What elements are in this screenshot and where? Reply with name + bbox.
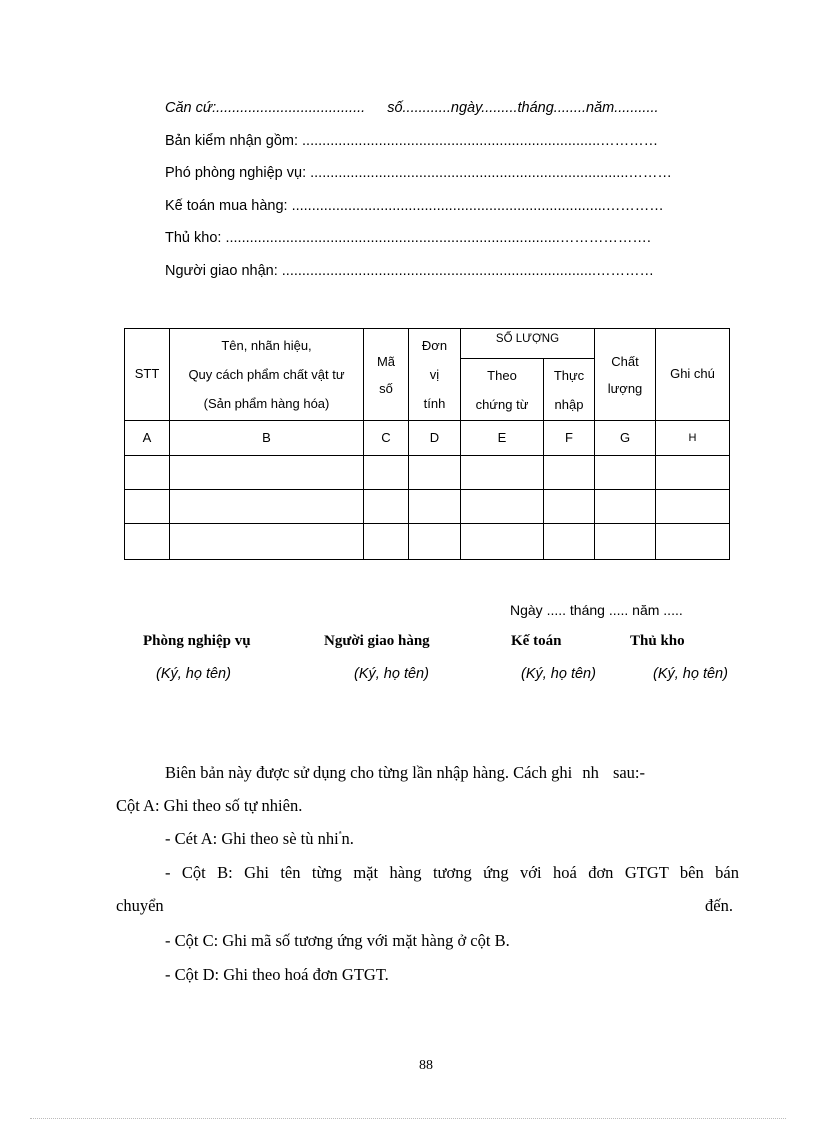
table-cell [595, 524, 656, 560]
table-cell [656, 490, 730, 524]
field-pho-phong: Phó phòng nghiệp vụ: ...............................................................................……… [165, 165, 672, 181]
header-ten-line1: Tên, nhãn hiệu, [221, 338, 312, 353]
body-p1-sau: sau:- [612, 763, 646, 782]
sig-title-thu-kho: Thủ kho [630, 633, 685, 649]
table-cell [544, 456, 595, 490]
table-cell [125, 456, 170, 490]
table-cell [409, 524, 461, 560]
table-cell [544, 490, 595, 524]
table-cell [461, 524, 544, 560]
header-ma-so [364, 329, 409, 421]
header-theo-chung-tu [461, 359, 544, 421]
field-ban-kiem-nhan: Bản kiểm nhận gồm: ..........................................................................………… [165, 133, 659, 149]
table-cell [656, 524, 730, 560]
table-cell [170, 490, 364, 524]
header-don-vi-line3: tính [423, 396, 446, 411]
table-cell [409, 456, 461, 490]
body-paragraph-3 [165, 829, 354, 849]
body-paragraph-6: - Cột C: Ghi mã số tương ứng với mặt hàng ở cột B. [165, 931, 510, 950]
table-cell [364, 456, 409, 490]
header-ma-so-line1: Mã [376, 353, 396, 369]
header-thuc-nhap [544, 359, 595, 421]
body-paragraph-5-right: đến. [705, 896, 733, 915]
sig-sub-3: (Ký, họ tên) [521, 666, 596, 682]
can-cu-line [165, 100, 659, 116]
header-ma-so-line2: số [379, 380, 393, 396]
signature-date: Ngày ..... tháng ..... năm ..... [510, 602, 683, 618]
body-p1-text: Biên bản này được sử dụng cho từng lần nhập hàng. Cách ghi [165, 763, 573, 782]
so-ngay-label: số............ngày.........tháng........năm........... [387, 100, 659, 116]
can-cu-label: Căn cứ:..................................... [165, 100, 366, 116]
table-cell [595, 456, 656, 490]
footer-divider [30, 1118, 786, 1119]
table-cell [409, 490, 461, 524]
table-cell [461, 456, 544, 490]
sig-sub-2: (Ký, họ tên) [354, 666, 429, 682]
body-p3-sup: ª [338, 829, 342, 841]
letter-c: C [364, 421, 409, 456]
sig-sub-4: (Ký, họ tên) [653, 666, 728, 682]
letter-g: G [595, 421, 656, 456]
letter-f: F [544, 421, 595, 456]
field-nguoi-giao-nhan: Người giao nhận: ..............................................................................………… [165, 263, 654, 279]
header-chat-luong [595, 329, 656, 421]
header-theo-line2: chứng từ [475, 396, 529, 412]
table-row [125, 456, 730, 490]
header-so-luong: SỐ LƯỢNG [461, 329, 595, 359]
body-paragraph-2: Cột A: Ghi theo số tự nhiên. [116, 796, 303, 815]
body-p1-nh: nh [582, 763, 599, 782]
table-cell [656, 456, 730, 490]
table-row [125, 490, 730, 524]
sig-title-phong-nghiep-vu: Phòng nghiệp vụ [143, 633, 251, 649]
header-thuc-line2: nhập [554, 396, 584, 412]
table-cell [170, 456, 364, 490]
header-ten-line2: Quy cách phẩm chất vật tư [188, 367, 345, 382]
letter-a: A [125, 421, 170, 456]
body-p3-text: - Cét A: Ghi theo sè tù nhi [165, 829, 339, 848]
letter-h: H [656, 421, 730, 456]
header-don-vi-line1: Đơn [421, 338, 448, 353]
letter-e: E [461, 421, 544, 456]
table-cell [544, 524, 595, 560]
body-p3-end: n. [341, 829, 354, 848]
header-thuc-line1: Thực [553, 367, 585, 383]
header-chat-line2: lượng [607, 380, 643, 396]
page-number: 88 [419, 1058, 433, 1073]
header-theo-line1: Theo [487, 367, 517, 383]
body-paragraph-5-left: chuyển [116, 896, 164, 915]
table-cell [170, 524, 364, 560]
table-cell [364, 524, 409, 560]
letter-b: B [170, 421, 364, 456]
field-ke-toan: Kế toán mua hàng: ..............................................................................………… [165, 198, 664, 214]
sig-sub-1: (Ký, họ tên) [156, 666, 231, 682]
body-paragraph-7: - Cột D: Ghi theo hoá đơn GTGT. [165, 965, 389, 984]
table-cell [595, 490, 656, 524]
header-ten-line3: (Sản phẩm hàng hóa) [203, 396, 330, 411]
header-don-vi [409, 329, 461, 421]
table-cell [461, 490, 544, 524]
table-cell [125, 490, 170, 524]
header-don-vi-line2: vị [429, 367, 440, 382]
body-paragraph-1 [165, 763, 645, 783]
header-stt: STT [125, 329, 170, 421]
inspection-table [124, 328, 730, 560]
sig-title-ke-toan: Kế toán [511, 633, 562, 649]
field-thu-kho: Thủ kho: ...................................................................................………………. [165, 230, 651, 246]
letter-d: D [409, 421, 461, 456]
header-ten [170, 329, 364, 421]
header-chat-line1: Chất [611, 353, 639, 369]
sig-title-nguoi-giao-hang: Người giao hàng [324, 633, 430, 649]
table-cell [125, 524, 170, 560]
header-ghi-chu: Ghi chú [656, 329, 730, 421]
body-paragraph-4: - Cột B: Ghi tên từng mặt hàng tương ứng với hoá đơn GTGT bên bán [165, 863, 739, 882]
table-row [125, 524, 730, 560]
table-cell [364, 490, 409, 524]
